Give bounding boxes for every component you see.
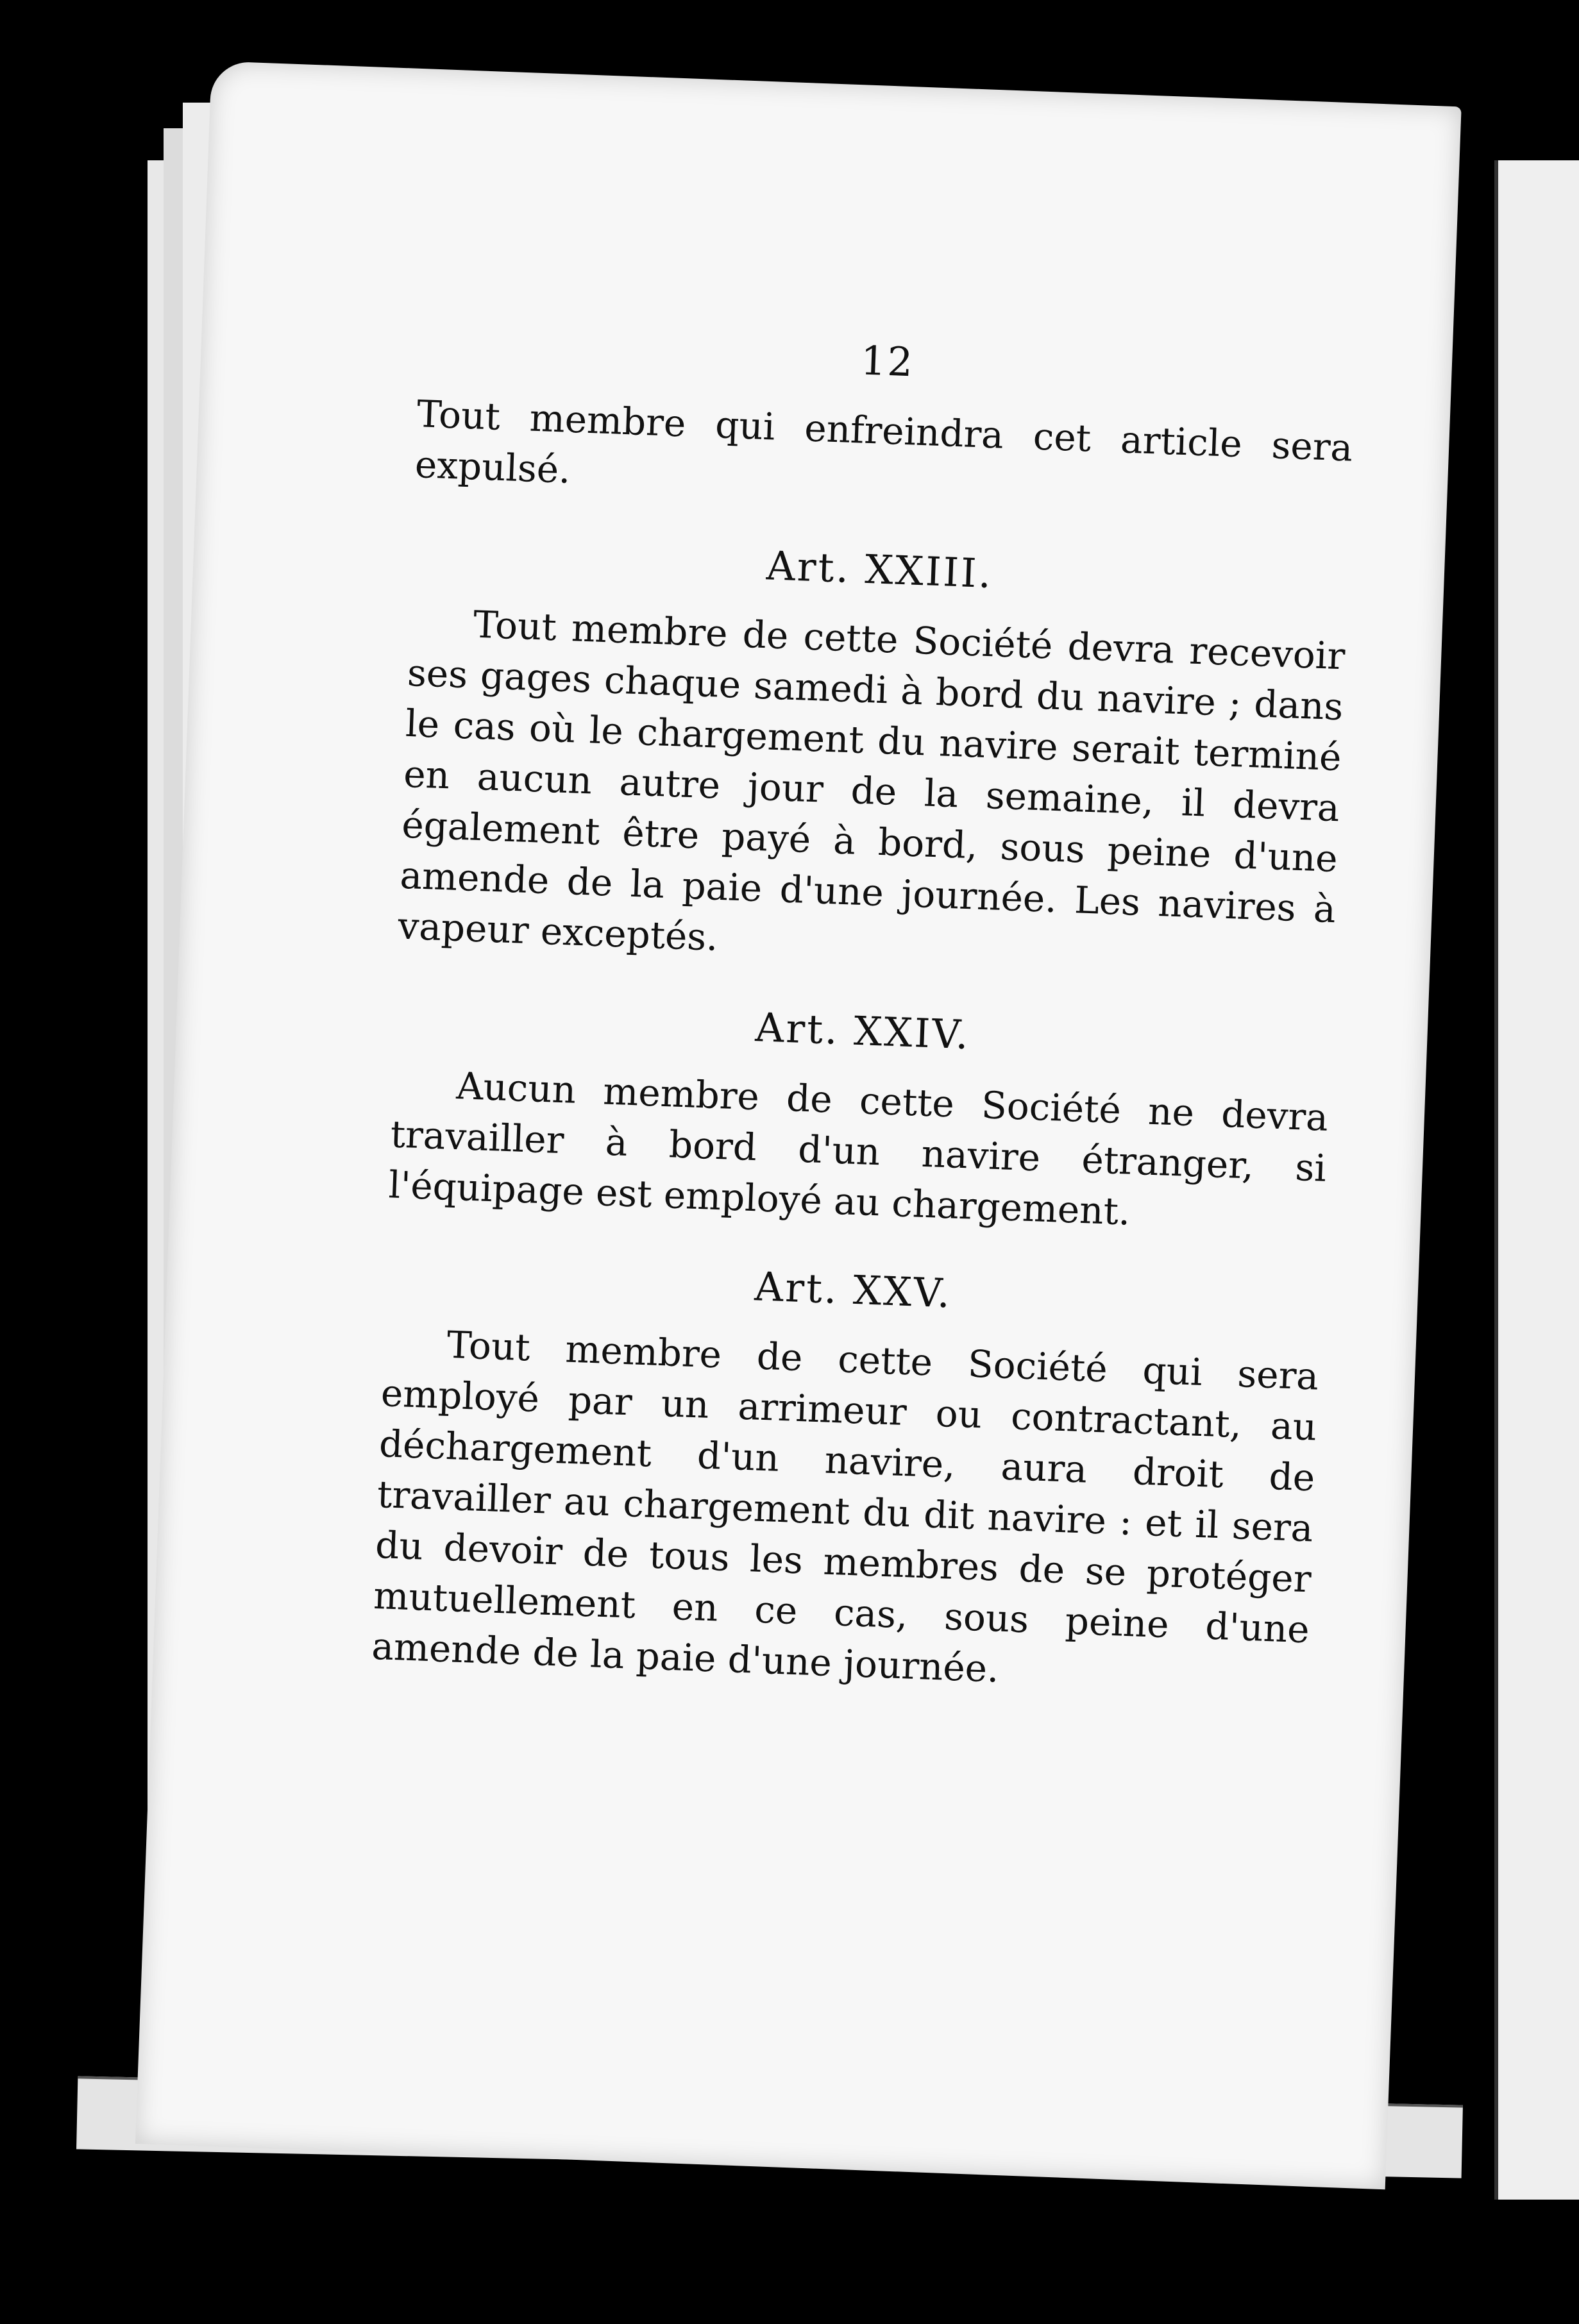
page-text-block <box>371 319 1356 1706</box>
book-page <box>135 61 1462 2189</box>
article-text: Tout membre de cette Société devra recevoir ses gages chaque samedi à bord du navire ; dans le cas où le chargement du navire serait terminé en aucun autre jour de la semaine, il devra également être payé à bord, sous peine d'une amende de la paie d'une journée. Les navires à vapeur exceptés. <box>397 602 1346 959</box>
page-number: 12 <box>859 337 915 386</box>
opening-paragraph: Tout membre qui enfreindra cet article sera expulsé. <box>414 392 1354 492</box>
article-heading: Art. XXIV. <box>754 1004 972 1059</box>
article-text: Aucun membre de cette Société ne devra travailler à bord d'un navire étranger, si l'équipage est employé au chargement. <box>387 1064 1330 1234</box>
article-heading: Art. XXIII. <box>765 542 994 598</box>
article-text: Tout membre de cette Société qui sera employé par un arrimeur ou contractant, au déchargement d'un navire, aura droit de travailler au chargement du dit navire : et il sera du devoir de tous les membres de se protéger mutuellement en ce cas, sous peine d'une amende de la paie d'une journée. <box>371 1322 1320 1691</box>
article-heading: Art. XXV. <box>754 1263 953 1317</box>
facing-page-edge <box>1494 160 1579 2200</box>
